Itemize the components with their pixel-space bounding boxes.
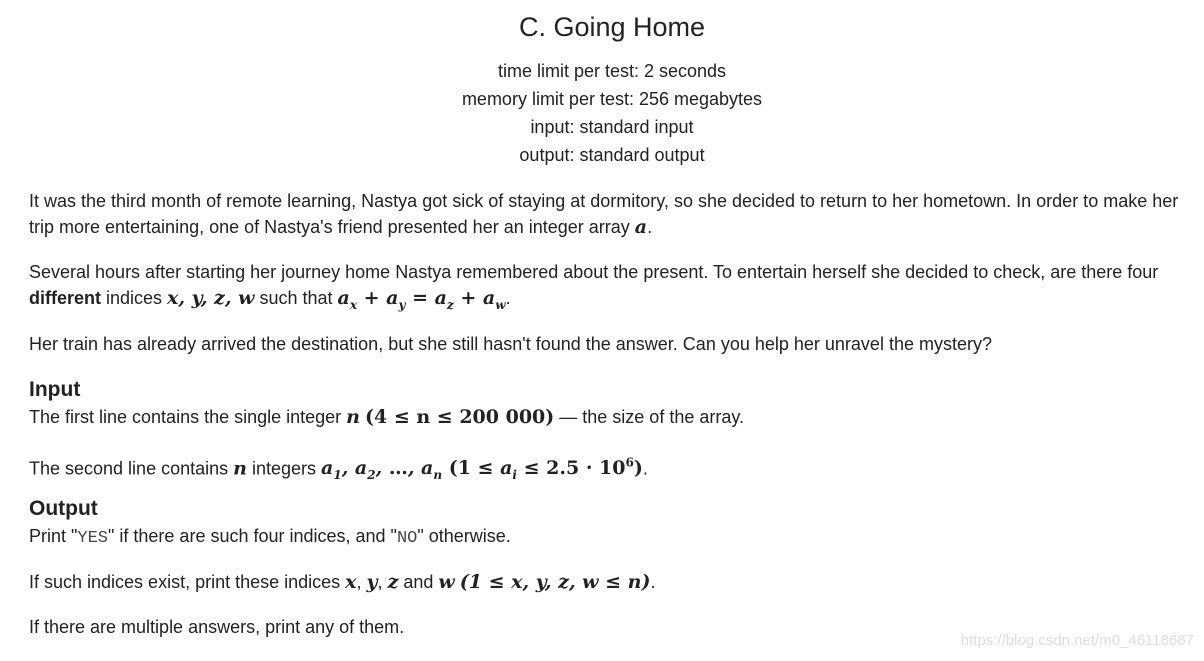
input-file: input: standard input (530, 117, 694, 137)
math-n: n (233, 457, 247, 480)
input-text: integers (246, 458, 322, 479)
time-limit: time limit per test: 2 seconds (497, 61, 727, 81)
output-text: " otherwise. (417, 526, 511, 546)
problem-title: C. Going Home (518, 12, 706, 42)
output-text: If such indices exist, print these indices (29, 572, 346, 592)
math-indices: x, y, z, w (167, 287, 255, 309)
bold-different: different (29, 288, 101, 308)
memory-limit: memory limit per test: 256 megabytes (461, 89, 763, 109)
math-output-constraint: (1 ≤ x, y, z, w ≤ n) (459, 571, 651, 593)
math-n-constraint: (4 ≤ n ≤ 200 000) (365, 406, 555, 428)
input-text: The first line contains the single integer (29, 407, 347, 427)
output-text: " if there are such four indices, and " (108, 526, 397, 546)
math-w: w (438, 571, 455, 593)
input-line-2 (29, 450, 1189, 488)
input-heading: Input (29, 378, 81, 401)
statement-paragraph-2 (29, 259, 1189, 318)
statement-text-end: . (647, 217, 653, 237)
output-text: and (398, 572, 439, 592)
output-heading: Output (29, 497, 98, 520)
statement-text: such that (254, 288, 338, 308)
output-text-end: . (650, 572, 656, 592)
statement-text: indices (101, 288, 168, 308)
math-x: x (345, 571, 357, 593)
output-text: Print " (29, 526, 78, 546)
output-line-1 (29, 523, 1189, 552)
watermark: https://blog.csdn.net/m0_46118687 (960, 632, 1194, 649)
math-z: z (387, 571, 399, 593)
math-array-a: a (634, 216, 648, 238)
input-line-1 (29, 404, 1189, 430)
output-line-3: If there are multiple answers, print any of them. (29, 617, 405, 637)
input-text: The second line contains (29, 458, 234, 479)
output-line-2: If such indices exist, print these indices x, y, z and w (1 ≤ x, y, z, w ≤ n). (29, 571, 656, 593)
statement-text: It was the third month of remote learning, Nastya got sick of staying at dormitory, so she decided to return to her hometown. In order to make her trip more entertaining, one of Nastya's friend presented her an integer array (29, 191, 1179, 237)
math-equation: $a_x + a_y = a_z + a_w$ (337, 287, 506, 312)
input-text-end: . (642, 458, 648, 479)
statement-text-end: . (505, 288, 511, 308)
statement-paragraph-1 (29, 188, 1189, 240)
statement-text: Several hours after starting her journey home Nastya remembered about the present. To entertain herself she decided to check, are there four (29, 262, 1159, 282)
math-n: n (346, 406, 360, 428)
no-literal: NO (396, 529, 418, 548)
yes-literal: YES (77, 529, 109, 548)
input-text: — the size of the array. (554, 407, 745, 427)
math-y: y (366, 571, 378, 593)
math-array-elements: $a_1$, $a_2$, …, $a_n$ $(1 \le a_i \le 2.5 \cdot 10^6)$ (321, 456, 643, 483)
output-file: output: standard output (519, 145, 705, 165)
statement-paragraph-3: Her train has already arrived the destination, but she still hasn't found the answer. Can you help her unravel the mystery? (29, 334, 992, 354)
